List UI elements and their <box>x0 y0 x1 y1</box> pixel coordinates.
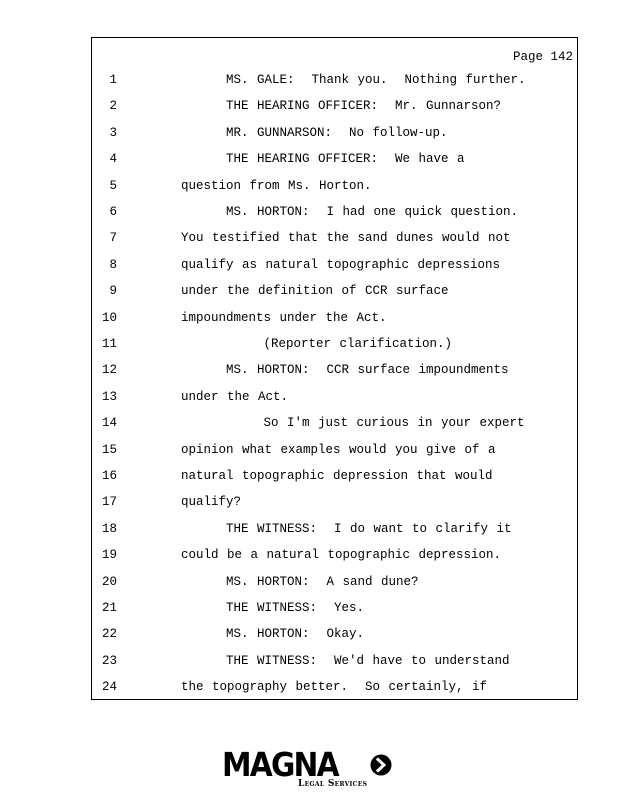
transcript-line <box>0 204 618 220</box>
line-number: 16 <box>101 469 117 483</box>
transcript-line <box>0 600 618 616</box>
line-text: impoundments under the Act. <box>181 310 387 325</box>
line-text: MS. HORTON: Okay. <box>226 627 365 642</box>
transcript-line <box>0 362 618 378</box>
transcript-line <box>0 626 618 642</box>
transcript-line <box>0 336 618 352</box>
line-text: opinion what examples would you give of a <box>181 442 496 457</box>
line-number: 11 <box>101 337 117 351</box>
line-number: 17 <box>101 495 117 510</box>
line-number: 10 <box>101 310 117 325</box>
line-number: 14 <box>101 416 117 431</box>
line-text: THE HEARING OFFICER: Mr. Gunnarson? <box>226 99 502 114</box>
arrow-circle-icon <box>370 754 392 776</box>
transcript-line <box>0 415 618 431</box>
transcript-line <box>0 151 618 167</box>
line-text: THE WITNESS: I do want to clarify it <box>226 521 512 536</box>
line-number: 8 <box>109 257 117 272</box>
line-text: MS. HORTON: I had one quick question. <box>226 205 519 219</box>
line-number: 7 <box>109 231 117 246</box>
line-number: 24 <box>101 680 117 695</box>
line-text: You testified that the sand dunes would not <box>181 231 511 246</box>
magna-logo <box>222 746 398 794</box>
line-text: (Reporter clarification.) <box>263 337 453 351</box>
transcript-line <box>0 125 618 141</box>
line-text: qualify? <box>181 495 242 510</box>
transcript-line <box>0 679 618 695</box>
transcript-line <box>0 468 618 484</box>
logo-tagline: Legal Services <box>298 779 368 789</box>
transcript-line <box>0 389 618 405</box>
line-number: 23 <box>101 653 117 668</box>
line-number: 9 <box>109 284 117 299</box>
transcript-line <box>0 653 618 669</box>
line-text: could be a natural topographic depression. <box>181 548 502 563</box>
line-number: 20 <box>101 574 117 589</box>
transcript-line <box>0 442 618 458</box>
line-text: natural topographic depression that would <box>181 469 493 483</box>
line-text: under the definition of CCR surface <box>181 284 449 299</box>
transcript-line <box>0 310 618 326</box>
page-number: Page 142 <box>512 50 573 64</box>
line-number: 22 <box>101 627 117 642</box>
line-text: THE HEARING OFFICER: We have a <box>226 152 465 167</box>
logo-wordmark: MAGNA <box>222 745 338 784</box>
transcript-line <box>0 98 618 114</box>
line-text: THE WITNESS: We'd have to understand <box>226 653 510 668</box>
line-text: MS. HORTON: A sand dune? <box>226 574 419 589</box>
line-text: MR. GUNNARSON: No follow-up. <box>226 125 448 140</box>
line-number: 2 <box>109 99 117 114</box>
line-number: 4 <box>109 152 117 167</box>
line-number: 15 <box>101 442 117 457</box>
transcript-line <box>0 547 618 563</box>
line-number: 5 <box>109 178 117 193</box>
line-text: question from Ms. Horton. <box>181 178 372 193</box>
transcript-line <box>0 494 618 510</box>
line-text: under the Act. <box>181 389 289 404</box>
line-number: 1 <box>109 73 117 87</box>
line-number: 3 <box>109 125 117 140</box>
line-text: THE WITNESS: Yes. <box>226 601 365 615</box>
line-number: 18 <box>101 521 117 536</box>
transcript-line <box>0 72 618 88</box>
transcript-line <box>0 574 618 590</box>
transcript-line <box>0 257 618 273</box>
line-number: 12 <box>101 363 117 378</box>
line-number: 21 <box>101 601 117 615</box>
line-number: 13 <box>101 389 117 404</box>
line-number: 19 <box>101 548 117 563</box>
line-text: MS. HORTON: CCR surface impoundments <box>226 363 509 378</box>
line-number: 6 <box>109 205 117 219</box>
line-text: So I'm just curious in your expert <box>263 416 525 431</box>
line-text: the topography better. So certainly, if <box>181 680 488 695</box>
line-text: MS. GALE: Thank you. Nothing further. <box>226 73 526 87</box>
transcript-line <box>0 230 618 246</box>
line-text: qualify as natural topographic depressions <box>181 257 501 272</box>
transcript-line <box>0 283 618 299</box>
transcript-line <box>0 178 618 194</box>
transcript-line <box>0 521 618 537</box>
